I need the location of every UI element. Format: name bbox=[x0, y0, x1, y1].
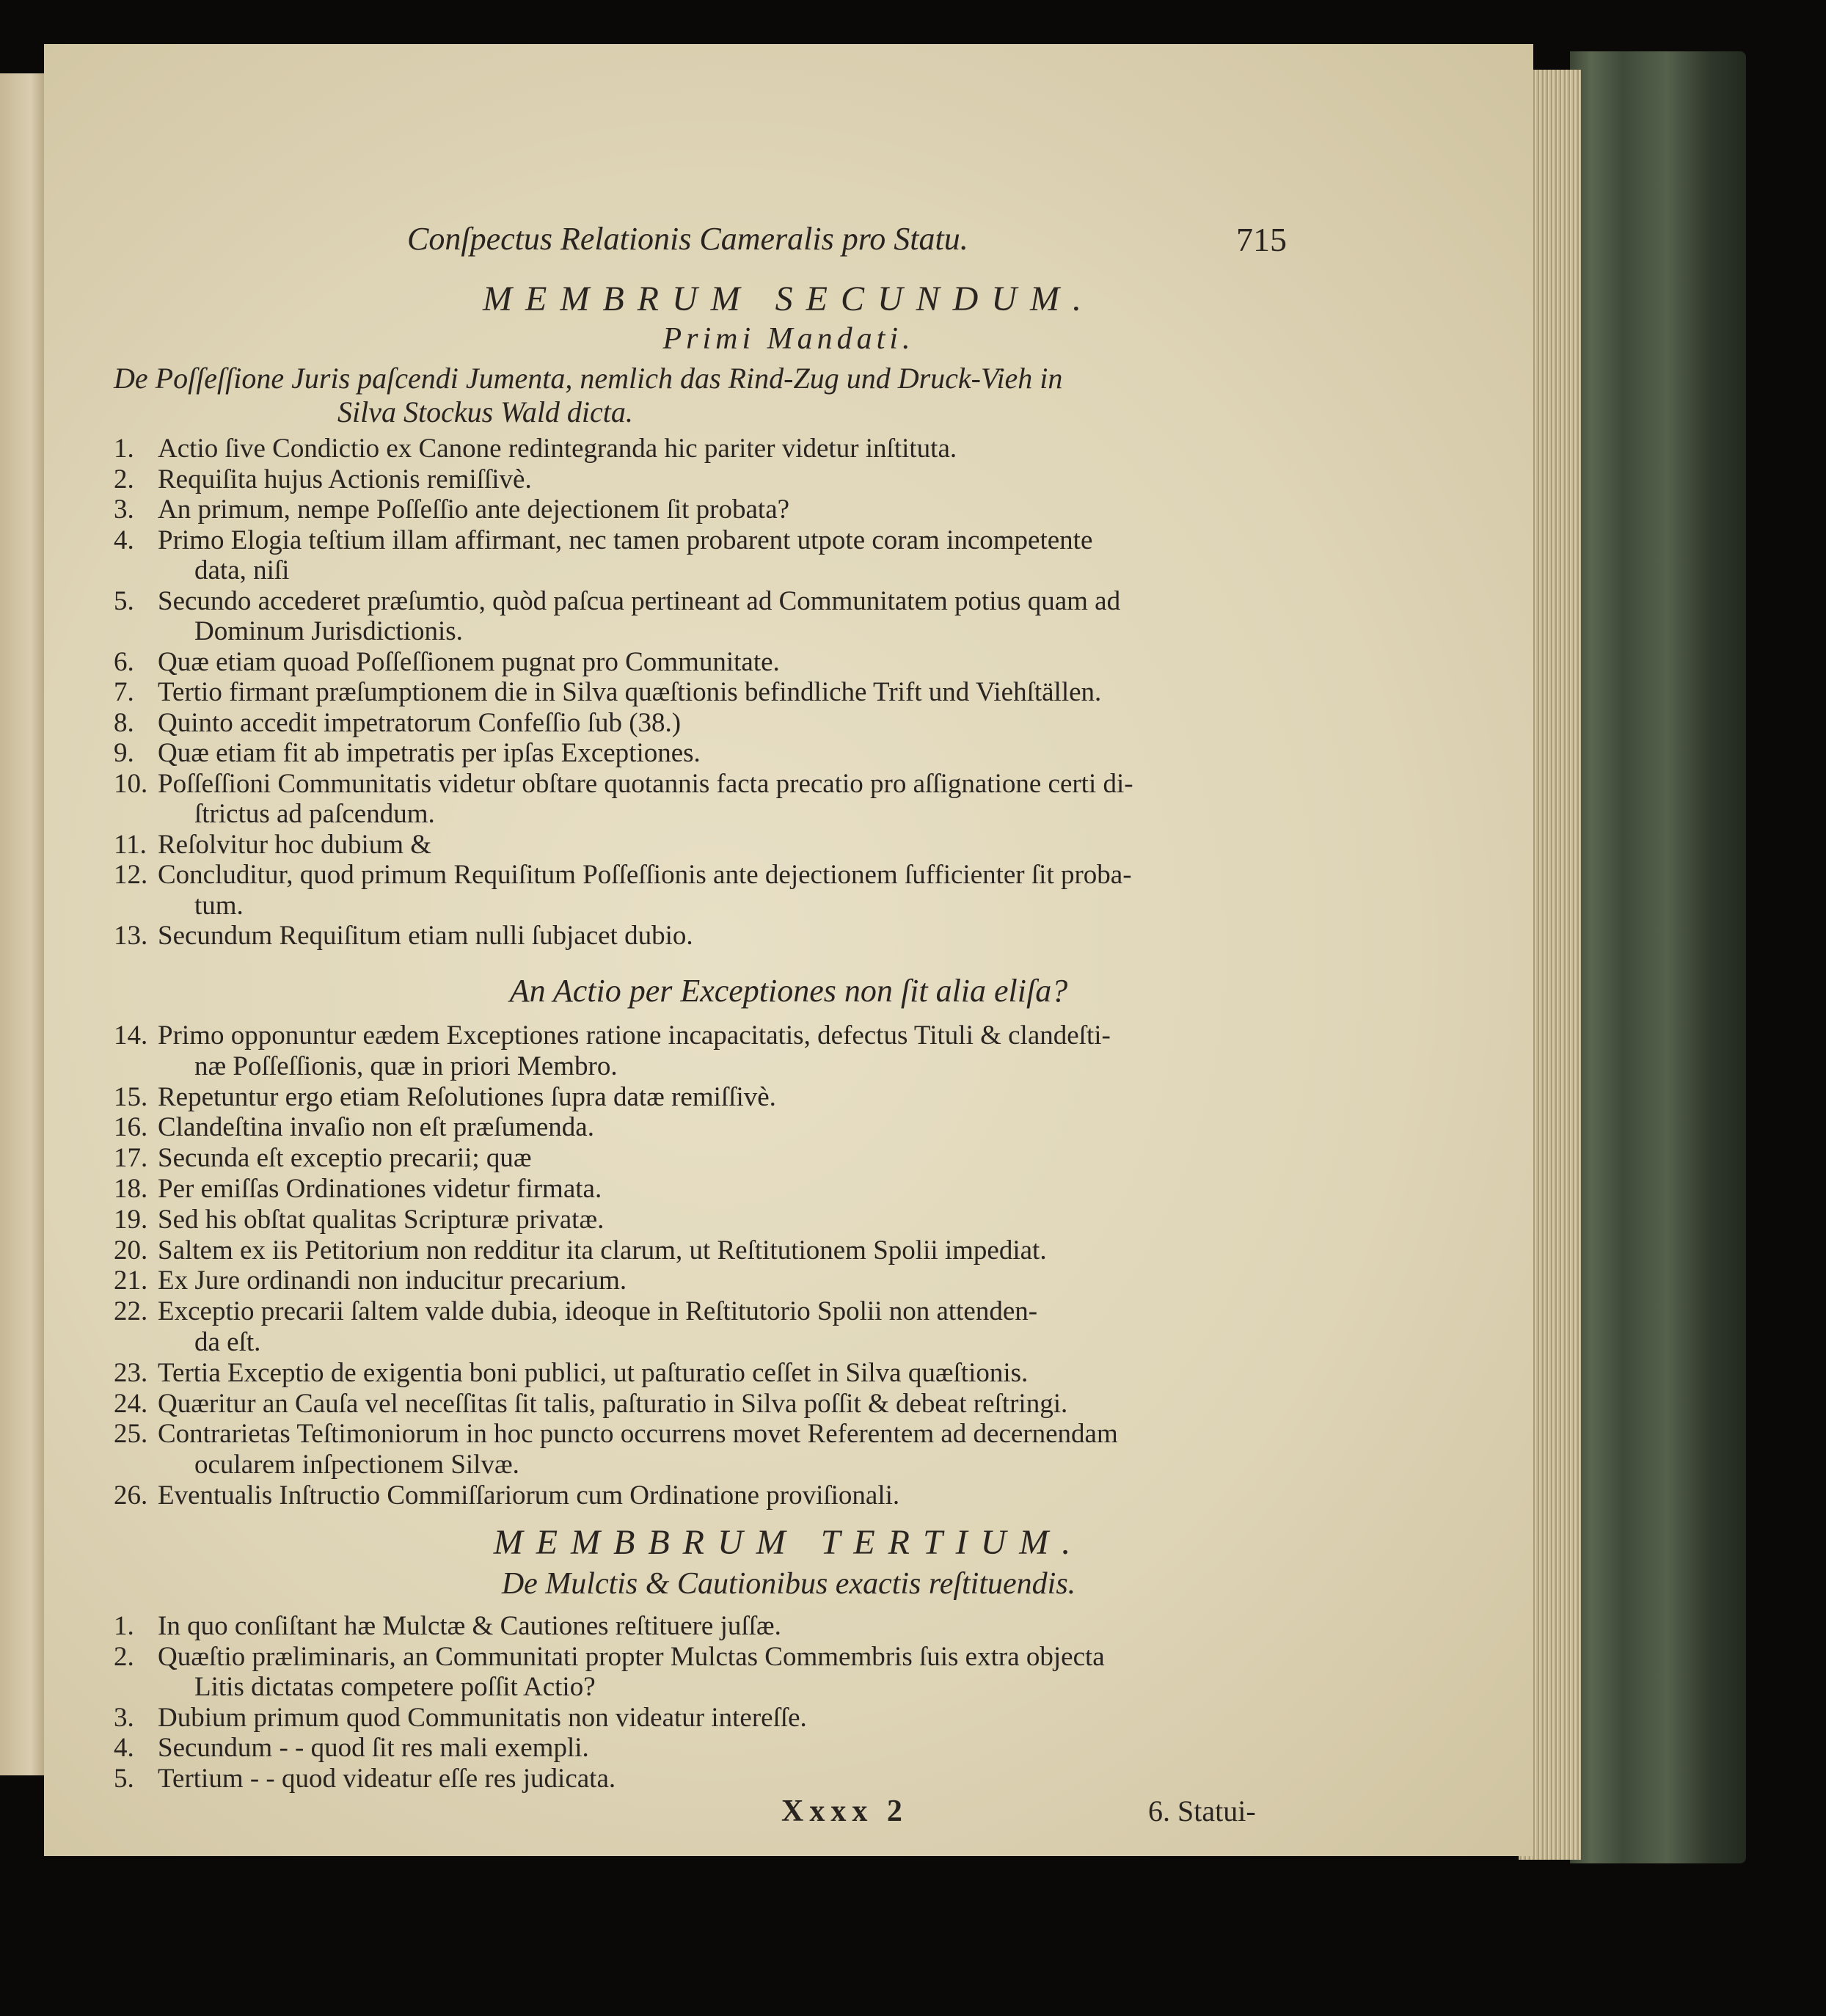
item-number: 5. bbox=[114, 585, 134, 616]
item-text: Secundo accederet præſumtio, quòd paſcua pertineant ad Communitatem potius quam ad bbox=[158, 585, 1121, 616]
item-text: Clandeſtina invaſio non eſt præſumenda. bbox=[158, 1112, 594, 1143]
item-text: Tertium - - quod videatur eſſe res judicata. bbox=[158, 1763, 616, 1794]
item-number: 4. bbox=[114, 525, 134, 555]
item-text: Repetuntur ergo etiam Reſolutiones ſupra datæ remiſſivè. bbox=[158, 1081, 776, 1112]
item-text: In quo conſiſtant hæ Mulctæ & Cautiones reſtituere juſſæ. bbox=[158, 1611, 781, 1641]
previous-page-edge bbox=[0, 73, 44, 1775]
book-spine bbox=[1570, 51, 1746, 1863]
list-item bbox=[114, 1732, 589, 1764]
item-text: Sed his obſtat qualitas Scripturæ privatæ. bbox=[158, 1204, 605, 1235]
item-number: 19. bbox=[114, 1204, 148, 1235]
item-text: Quinto accedit impetratorum Confeſſio ſub (38.) bbox=[158, 707, 682, 738]
item-text: Ex Jure ordinandi non inducitur precarium. bbox=[158, 1266, 627, 1296]
list-item bbox=[114, 464, 532, 495]
item-number: 14. bbox=[114, 1020, 148, 1051]
item-continuation: tum. bbox=[194, 890, 244, 921]
page-header bbox=[44, 220, 1533, 264]
item-number: 17. bbox=[114, 1143, 148, 1174]
list-item bbox=[114, 1610, 781, 1642]
item-text: Quæſtio præliminaris, an Communitati propter Mulctas Commembris ſuis extra objecta bbox=[158, 1641, 1105, 1672]
item-number: 7. bbox=[114, 677, 134, 707]
section-description-line1: De Poſſeſſione Juris paſcendi Jumenta, nemlich das Rind-Zug und Druck-Vieh in bbox=[114, 362, 1063, 395]
item-number: 21. bbox=[114, 1266, 148, 1296]
item-text: Requiſita hujus Actionis remiſſivè. bbox=[158, 464, 532, 494]
item-text: Exceptio precarii ſaltem valde dubia, ideoque in Reſtitutorio Spolii non attenden- bbox=[158, 1296, 1038, 1327]
list-item bbox=[114, 768, 1133, 800]
page-number: 715 bbox=[1236, 221, 1287, 258]
item-number: 5. bbox=[114, 1763, 134, 1794]
item-number: 25. bbox=[114, 1419, 148, 1450]
section-title-membrum-tertium: MEMBBRUM TERTIUM. bbox=[493, 1523, 1084, 1562]
item-number: 23. bbox=[114, 1357, 148, 1388]
list-item bbox=[114, 829, 431, 861]
item-continuation: da eſt. bbox=[194, 1327, 261, 1357]
list-item bbox=[114, 433, 957, 464]
section-title-membrum-secundum: MEMBRUM SECUNDUM. bbox=[483, 280, 1095, 318]
list-item bbox=[114, 737, 701, 769]
item-text: Dubium primum quod Communitatis non videatur intereſſe. bbox=[158, 1702, 807, 1733]
list-item bbox=[114, 1418, 1118, 1450]
section-description-line2: Silva Stockus Wald dicta. bbox=[337, 395, 633, 428]
item-text: Quæ etiam fit ab impetratis per ipſas Exceptiones. bbox=[158, 738, 701, 768]
item-text: Secundum - - quod ſit res mali exempli. bbox=[158, 1733, 589, 1763]
item-number: 13. bbox=[114, 921, 148, 951]
list-item bbox=[114, 1204, 604, 1235]
item-text: Tertio firmant præſumptionem die in Silva quæſtionis befindliche Trift und Viehſtällen. bbox=[158, 677, 1102, 707]
item-number: 9. bbox=[114, 738, 134, 768]
item-text: Poſſeſſioni Communitatis videtur obſtare quotannis facta precatio pro aſſignatione certi di- bbox=[158, 768, 1133, 799]
item-continuation: ſtrictus ad paſcendum. bbox=[194, 799, 435, 829]
list-item bbox=[114, 920, 693, 952]
item-text: Reſolvitur hoc dubium & bbox=[158, 829, 432, 860]
list-item bbox=[114, 1296, 1037, 1327]
item-number: 11. bbox=[114, 829, 147, 860]
item-number: 20. bbox=[114, 1235, 148, 1266]
list-item bbox=[114, 646, 780, 678]
item-continuation: Dominum Jurisdictionis. bbox=[194, 616, 463, 646]
item-continuation: næ Poſſeſſionis, quæ in priori Membro. bbox=[194, 1051, 618, 1081]
signature-mark: Xxxx 2 bbox=[781, 1794, 908, 1828]
list-item bbox=[114, 494, 789, 525]
item-number: 2. bbox=[114, 464, 134, 494]
item-number: 4. bbox=[114, 1733, 134, 1763]
list-item bbox=[114, 1081, 776, 1113]
section-subtitle-primi-mandati: Primi Mandati. bbox=[662, 322, 915, 356]
list-item bbox=[114, 1357, 1028, 1389]
item-number: 26. bbox=[114, 1480, 148, 1511]
item-text: Quæritur an Cauſa vel neceſſitas ſit talis, paſturatio in Silva poſſit & debeat reſtringi. bbox=[158, 1388, 1068, 1419]
item-text: Concluditur, quod primum Requiſitum Poſſeſſionis ante dejectionem ſufficienter ſit proba- bbox=[158, 860, 1132, 890]
item-text: Tertia Exceptio de exigentia boni publici, ut paſturatio ceſſet in Silva quæſtionis. bbox=[158, 1357, 1029, 1388]
item-text: Eventualis Inſtructio Commiſſariorum cum Ordinatione proviſionali. bbox=[158, 1480, 900, 1511]
list-item bbox=[114, 525, 1092, 556]
list-item bbox=[114, 676, 1101, 708]
catchword: 6. Statui- bbox=[1148, 1794, 1256, 1827]
book-page bbox=[44, 44, 1533, 1856]
list-item bbox=[114, 1111, 594, 1143]
list-item bbox=[114, 1265, 627, 1296]
section-title-an-actio: An Actio per Exceptiones non ſit alia eliſa? bbox=[509, 973, 1068, 1009]
item-text: Saltem ex iis Petitorium non redditur ita clarum, ut Reſtitutionem Spolii impediat. bbox=[158, 1235, 1047, 1266]
item-number: 3. bbox=[114, 494, 134, 525]
list-item bbox=[114, 1641, 1105, 1673]
section-subtitle-de-mulctis: De Mulctis & Cautionibus exactis reſtituendis. bbox=[501, 1567, 1076, 1601]
list-item bbox=[114, 1020, 1111, 1051]
item-text: Primo Elogia teſtium illam affirmant, nec tamen probarent utpote coram incompetente bbox=[158, 525, 1093, 555]
item-text: An primum, nempe Poſſeſſio ante dejectionem ſit probata? bbox=[158, 494, 790, 525]
item-continuation: ocularem inſpectionem Silvæ. bbox=[194, 1450, 519, 1480]
list-item bbox=[114, 1142, 532, 1174]
item-text: Actio ſive Condictio ex Canone redintegranda hic pariter videtur inſtituta. bbox=[158, 434, 957, 464]
item-number: 1. bbox=[114, 434, 134, 464]
item-number: 10. bbox=[114, 768, 148, 799]
item-text: Quæ etiam quoad Poſſeſſionem pugnat pro Communitate. bbox=[158, 646, 780, 677]
list-item bbox=[114, 707, 681, 739]
item-number: 8. bbox=[114, 707, 134, 738]
item-number: 22. bbox=[114, 1296, 148, 1327]
item-number: 24. bbox=[114, 1388, 148, 1419]
item-number: 18. bbox=[114, 1174, 148, 1204]
running-head: Conſpectus Relationis Cameralis pro Statu. bbox=[407, 221, 968, 257]
item-number: 1. bbox=[114, 1611, 134, 1641]
list-item bbox=[114, 1173, 602, 1205]
item-text: Primo opponuntur eædem Exceptiones ratione incapacitatis, defectus Tituli & clandeſti- bbox=[158, 1020, 1111, 1051]
list-item bbox=[114, 585, 1120, 617]
list-item bbox=[114, 1702, 807, 1734]
item-number: 16. bbox=[114, 1112, 148, 1143]
item-number: 2. bbox=[114, 1641, 134, 1672]
item-number: 3. bbox=[114, 1702, 134, 1733]
item-continuation: data, niſi bbox=[194, 555, 290, 585]
item-text: Per emiſſas Ordinationes videtur firmata. bbox=[158, 1174, 602, 1204]
item-text: Secundum Requiſitum etiam nulli ſubjacet dubio. bbox=[158, 921, 693, 951]
item-text: Secunda eſt exceptio precarii; quæ bbox=[158, 1143, 532, 1174]
item-number: 15. bbox=[114, 1081, 148, 1112]
item-number: 6. bbox=[114, 646, 134, 677]
item-number: 12. bbox=[114, 860, 148, 890]
list-item bbox=[114, 1235, 1047, 1266]
list-item bbox=[114, 1480, 899, 1511]
list-item bbox=[114, 859, 1132, 891]
item-continuation: Litis dictatas competere poſſit Actio? bbox=[194, 1672, 596, 1702]
list-item bbox=[114, 1763, 616, 1794]
list-item bbox=[114, 1388, 1067, 1420]
item-text: Contrarietas Teſtimoniorum in hoc puncto occurrens movet Referentem ad decernendam bbox=[158, 1419, 1118, 1450]
